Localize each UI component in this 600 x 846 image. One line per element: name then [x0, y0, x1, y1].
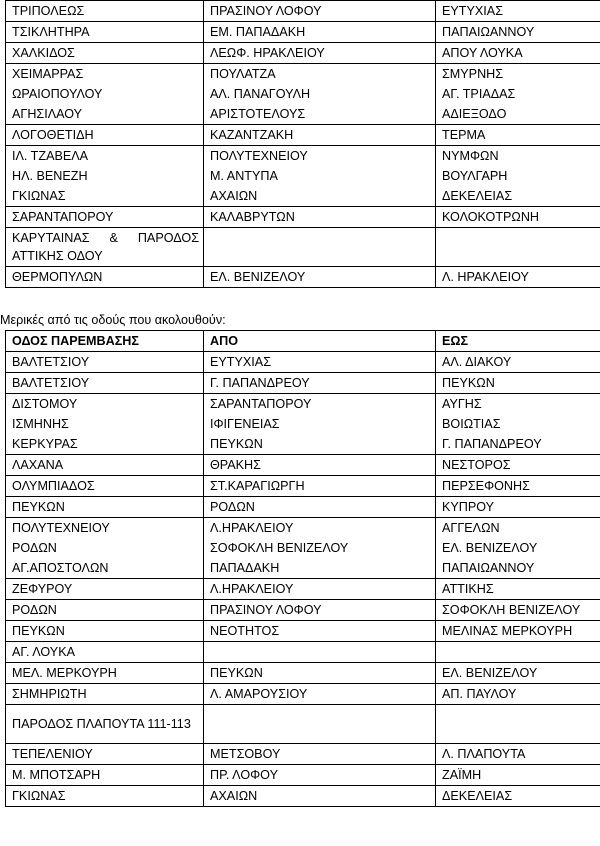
table-cell: ΚΕΡΚΥΡΑΣ — [6, 434, 204, 455]
table-cell: ΣΤ.ΚΑΡΑΓΙΩΡΓΗ — [204, 476, 436, 497]
table-cell: ΠΟΛΥΤΕΧΝΕΙΟΥ — [204, 146, 436, 167]
table-cell: ΑΓ. ΤΡΙΑΔΑΣ — [436, 84, 600, 104]
table-cell: ΠΡΑΣΙΝΟΥ ΛΟΦΟΥ — [204, 1, 436, 22]
table-row — [6, 166, 600, 186]
table-row — [6, 684, 600, 705]
table-row — [6, 394, 600, 415]
table-row — [6, 744, 600, 765]
table-cell: ΑΥΓΗΣ — [436, 394, 600, 415]
table-cell: ΑΧΑΙΩΝ — [204, 786, 436, 807]
table-row — [6, 84, 600, 104]
table-cell: ΠΟΥΛΑΤΖΑ — [204, 64, 436, 85]
table-cell: ΒΑΛΤΕΤΣΙΟΥ — [6, 373, 204, 394]
table-row — [6, 455, 600, 476]
table-cell: ΠΕΥΚΩΝ — [436, 373, 600, 394]
table-cell: ΓΚΙΩΝΑΣ — [6, 186, 204, 207]
table-cell: ΣΑΡΑΝΤΑΠΟΡΟΥ — [6, 207, 204, 228]
table-cell: ΡΟΔΩΝ — [204, 497, 436, 518]
table-cell: Λ. ΗΡΑΚΛΕΙΟΥ — [436, 267, 600, 288]
table-row — [6, 414, 600, 434]
table-cell: ΠΕΥΚΩΝ — [204, 663, 436, 684]
table-row — [6, 663, 600, 684]
table-cell: ΑΓ.ΑΠΟΣΤΟΛΩΝ — [6, 558, 204, 579]
table-cell — [204, 228, 436, 267]
table-row — [6, 64, 600, 85]
table-cell: ΕΥΤΥΧΙΑΣ — [204, 352, 436, 373]
table-cell — [436, 228, 600, 267]
table-cell: ΓΚΙΩΝΑΣ — [6, 786, 204, 807]
table-caption: Μερικές από τις οδούς που ακολουθούν: — [0, 313, 226, 327]
table-cell: ΠΑΠΑΔΑΚΗ — [204, 558, 436, 579]
table-cell: ΤΕΡΜΑ — [436, 125, 600, 146]
table-row — [6, 476, 600, 497]
table-row — [6, 22, 600, 43]
table-row — [6, 765, 600, 786]
table-row — [6, 786, 600, 807]
table-row — [6, 146, 600, 167]
table-cell: ΠΕΥΚΩΝ — [6, 497, 204, 518]
table-cell: ΠΑΠΑΙΩΑΝΝΟΥ — [436, 22, 600, 43]
table-cell: ΝΕΟΤΗΤΟΣ — [204, 621, 436, 642]
table-row — [6, 104, 600, 125]
table-cell: Λ. ΑΜΑΡΟΥΣΙΟΥ — [204, 684, 436, 705]
table-cell: ΚΑΛΑΒΡΥΤΩΝ — [204, 207, 436, 228]
table-row — [6, 579, 600, 600]
table-cell: ΧΕΙΜΑΡΡΑΣ — [6, 64, 204, 85]
table-cell: ΔΕΚΕΛΕΙΑΣ — [436, 186, 600, 207]
table-cell: ΠΑΠΑΙΩΑΝΝΟΥ — [436, 558, 600, 579]
table-cell: ΠΡΑΣΙΝΟΥ ΛΟΦΟΥ — [204, 600, 436, 621]
table-cell: ΔΕΚΕΛΕΙΑΣ — [436, 786, 600, 807]
table-row — [6, 538, 600, 558]
table-cell: ΖΕΦΥΡΟΥ — [6, 579, 204, 600]
streets-table-1 — [5, 0, 600, 288]
table-cell: ΘΕΡΜΟΠΥΛΩΝ — [6, 267, 204, 288]
table-cell — [204, 642, 436, 663]
table-cell: ΕΛ. ΒΕΝΙΖΕΛΟΥ — [204, 267, 436, 288]
table-cell: Γ. ΠΑΠΑΝΔΡΕΟΥ — [436, 434, 600, 455]
table-row — [6, 267, 600, 288]
column-header: ΕΩΣ — [436, 331, 600, 352]
table-cell: Λ. ΠΛΑΠΟΥΤΑ — [436, 744, 600, 765]
table-cell: ΚΥΠΡΟΥ — [436, 497, 600, 518]
table-row — [6, 207, 600, 228]
table-row — [6, 705, 600, 744]
table-cell: ΜΕΛ. ΜΕΡΚΟΥΡΗ — [6, 663, 204, 684]
table-cell: ΑΡΙΣΤΟΤΕΛΟΥΣ — [204, 104, 436, 125]
table-cell: ΤΡΙΠΟΛΕΩΣ — [6, 1, 204, 22]
table-cell: ΑΛ. ΠΑΝΑΓΟΥΛΗ — [204, 84, 436, 104]
table-cell: ΑΓΓΕΛΩΝ — [436, 518, 600, 539]
table-cell: ΧΑΛΚΙΔΟΣ — [6, 43, 204, 64]
table-cell: ΖΑΪΜΗ — [436, 765, 600, 786]
table-cell: ΠΟΛΥΤΕΧΝΕΙΟΥ — [6, 518, 204, 539]
table-cell: ΙΛ. ΤΖΑΒΕΛΑ — [6, 146, 204, 167]
table-cell: Μ. ΑΝΤΥΠΑ — [204, 166, 436, 186]
table-cell: ΠΕΥΚΩΝ — [6, 621, 204, 642]
table-cell: ΩΡΑΙΟΠΟΥΛΟΥ — [6, 84, 204, 104]
table-row — [6, 434, 600, 455]
table-cell: ΑΔΙΕΞΟΔΟ — [436, 104, 600, 125]
table-cell: ΡΟΔΩΝ — [6, 538, 204, 558]
table-row — [6, 621, 600, 642]
table-row — [6, 558, 600, 579]
table-row — [6, 642, 600, 663]
table-cell: ΑΛ. ΔΙΑΚΟΥ — [436, 352, 600, 373]
table-row — [6, 373, 600, 394]
table-cell: ΜΕΤΣΟΒΟΥ — [204, 744, 436, 765]
table-cell: Λ.ΗΡΑΚΛΕΙΟΥ — [204, 579, 436, 600]
table-cell: ΕΛ. ΒΕΝΙΖΕΛΟΥ — [436, 663, 600, 684]
table-cell: ΣΟΦΟΚΛΗ ΒΕΝΙΖΕΛΟΥ — [204, 538, 436, 558]
table-cell: ΔΙΣΤΟΜΟΥ — [6, 394, 204, 415]
table-cell — [436, 642, 600, 663]
table-cell: ΣΗΜΗΡΙΩΤΗ — [6, 684, 204, 705]
table-cell: ΕΜ. ΠΑΠΑΔΑΚΗ — [204, 22, 436, 43]
table-cell: ΠΕΥΚΩΝ — [204, 434, 436, 455]
table-cell: ΙΣΜΗΝΗΣ — [6, 414, 204, 434]
table-cell: ΤΕΠΕΛΕΝΙΟΥ — [6, 744, 204, 765]
table-cell: ΝΕΣΤΟΡΟΣ — [436, 455, 600, 476]
table-cell: Μ. ΜΠΟΤΣΑΡΗ — [6, 765, 204, 786]
table-cell: ΚΑΡΥΤΑΙΝΑΣ & ΠΑΡΟΔΟΣ ΑΤΤΙΚΗΣ ΟΔΟΥ — [6, 228, 204, 267]
table-cell: ΑΓΗΣΙΛΑΟΥ — [6, 104, 204, 125]
table-cell: ΚΑΖΑΝΤΖΑΚΗ — [204, 125, 436, 146]
table-header-row — [6, 331, 600, 352]
table-row — [6, 228, 600, 267]
table-cell: ΒΟΥΛΓΑΡΗ — [436, 166, 600, 186]
table-row — [6, 352, 600, 373]
table-row — [6, 1, 600, 22]
table-cell: ΛΑΧΑΝΑ — [6, 455, 204, 476]
table-cell: Γ. ΠΑΠΑΝΔΡΕΟΥ — [204, 373, 436, 394]
table-cell: ΤΣΙΚΛΗΤΗΡΑ — [6, 22, 204, 43]
table-cell: ΠΑΡΟΔΟΣ ΠΛΑΠΟΥΤΑ 111-113 — [6, 705, 204, 744]
table-row — [6, 43, 600, 64]
table-cell: ΛΟΓΟΘΕΤΙΔΗ — [6, 125, 204, 146]
table-cell — [436, 705, 600, 744]
table-cell: ΕΥΤΥΧΙΑΣ — [436, 1, 600, 22]
table-cell: ΜΕΛΙΝΑΣ ΜΕΡΚΟΥΡΗ — [436, 621, 600, 642]
column-header: ΑΠΟ — [204, 331, 436, 352]
table-cell: ΑΠ. ΠΑΥΛΟΥ — [436, 684, 600, 705]
table-cell: Λ.ΗΡΑΚΛΕΙΟΥ — [204, 518, 436, 539]
table-cell: ΑΧΑΙΩΝ — [204, 186, 436, 207]
table-row — [6, 518, 600, 539]
table-row — [6, 600, 600, 621]
table-cell: ΛΕΩΦ. ΗΡΑΚΛΕΙΟΥ — [204, 43, 436, 64]
table-cell: ΠΕΡΣΕΦΟΝΗΣ — [436, 476, 600, 497]
table-cell: ΑΠΟΥ ΛΟΥΚΑ — [436, 43, 600, 64]
table-cell: ΣΜΥΡΝΗΣ — [436, 64, 600, 85]
table-cell: ΡΟΔΩΝ — [6, 600, 204, 621]
streets-table-2 — [5, 330, 600, 807]
table-cell: ΗΛ. ΒΕΝΕΖΗ — [6, 166, 204, 186]
table-cell: ΣΑΡΑΝΤΑΠΟΡΟΥ — [204, 394, 436, 415]
table-cell: ΝΥΜΦΩΝ — [436, 146, 600, 167]
table-cell: ΑΓ. ΛΟΥΚΑ — [6, 642, 204, 663]
table-cell: ΘΡΑΚΗΣ — [204, 455, 436, 476]
table-cell: ΕΛ. ΒΕΝΙΖΕΛΟΥ — [436, 538, 600, 558]
table-cell — [204, 705, 436, 744]
table-cell: ΙΦΙΓΕΝΕΙΑΣ — [204, 414, 436, 434]
table-cell: ΠΡ. ΛΟΦΟΥ — [204, 765, 436, 786]
table-cell: ΣΟΦΟΚΛΗ ΒΕΝΙΖΕΛΟΥ — [436, 600, 600, 621]
table-row — [6, 186, 600, 207]
table-cell: ΟΛΥΜΠΙΑΔΟΣ — [6, 476, 204, 497]
table-cell: ΒΑΛΤΕΤΣΙΟΥ — [6, 352, 204, 373]
table-cell: ΚΟΛΟΚΟΤΡΩΝΗ — [436, 207, 600, 228]
table-row — [6, 125, 600, 146]
table-cell: ΒΟΙΩΤΙΑΣ — [436, 414, 600, 434]
table-row — [6, 497, 600, 518]
table-cell: ΑΤΤΙΚΗΣ — [436, 579, 600, 600]
column-header: ΟΔΟΣ ΠΑΡΕΜΒΑΣΗΣ — [6, 331, 204, 352]
